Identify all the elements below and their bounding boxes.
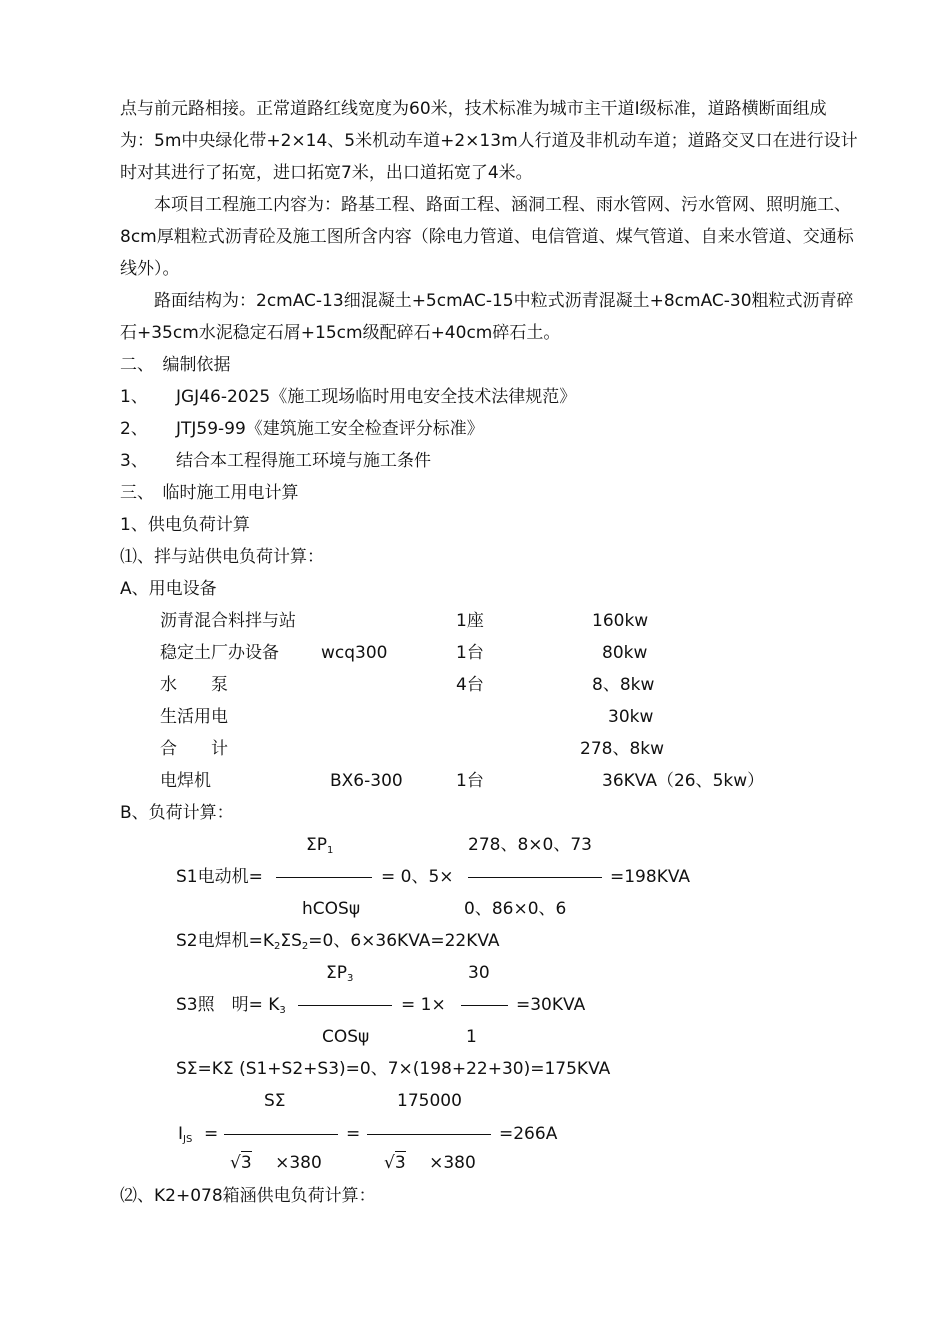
- ijs-fraction-bar-2: [367, 1134, 491, 1135]
- s3-numerator-right: 30: [468, 963, 490, 983]
- ijs-fraction-bar-1: [224, 1134, 338, 1135]
- ijs-equals-2: =: [346, 1124, 361, 1144]
- s1-denominator-right: 0、86×0、6: [464, 899, 567, 919]
- s1-fraction-bar-2: [468, 877, 602, 878]
- box-culvert-heading: ⑵、K2+078箱涵供电负荷计算：: [120, 1186, 376, 1206]
- s3-denominator-right: 1: [466, 1027, 477, 1047]
- load-calc-subheading: B、负荷计算：: [120, 803, 234, 823]
- ijs-equals-1: =: [204, 1124, 219, 1144]
- sqrt-value: 3: [394, 1153, 406, 1173]
- s3-fraction-bar-2: [461, 1005, 508, 1006]
- s1-denominator-left: hCOSψ: [302, 899, 361, 919]
- ijs-label: $I_{JS}$: [178, 1124, 193, 1145]
- intro-paragraph-3: 路面结构为：2cmAC-13细混凝土+5cmAC-15中粒式沥青混凝土+8cmAC-30粗粒式沥青碎石+35cm水泥稳定石屑+15cm级配碎石+40cm碎石土。: [120, 291, 854, 343]
- basis-item-1-number: 1、: [120, 387, 148, 407]
- intro-paragraph-1: 点与前元路相接。正常道路红线宽度为60米，技术标准为城市主干道Ⅰ级标准，道路横断面组成为：5m中央绿化带+2×14、5米机动车道+2×13m人行道及非机动车道；道路交叉口在进行设计时对其进行了拓宽，进口拓宽7米，出口道拓宽了4米。: [120, 99, 858, 183]
- intro-paragraph-2: 本项目工程施工内容为：路基工程、路面工程、涵洞工程、雨水管网、污水管网、照明施工、8cm厚粗粒式沥青砼及施工图所含内容（除电力管道、电信管道、煤气管道、自来水管道、交通标线外）。: [120, 195, 854, 279]
- section-3-heading: 三、 临时施工用电计算: [120, 483, 299, 503]
- equipment-name: 稳定土厂办设备: [160, 643, 279, 663]
- s1-fraction-bar-1: [276, 877, 372, 878]
- s3-multiplier: = 1×: [401, 995, 446, 1015]
- basis-item-3-number: 3、: [120, 451, 148, 471]
- s1-numerator-left: $\Sigma P_1$: [306, 835, 334, 856]
- s3-label: S3照 明= $K_3$: [176, 995, 286, 1016]
- equipment-total-power: 278、8kw: [580, 739, 665, 759]
- s1-label: S1电动机=: [176, 867, 263, 887]
- basis-item-2-number: 2、: [120, 419, 148, 439]
- equipment-model: wcq300: [321, 643, 388, 663]
- equipment-name: 生活用电: [160, 707, 228, 727]
- equipment-heading: A、用电设备: [120, 579, 217, 599]
- s1-result: =198KVA: [610, 867, 691, 887]
- equipment-name: 电焊机: [160, 771, 211, 791]
- mixing-station-heading: ⑴、拌与站供电负荷计算：: [120, 547, 324, 567]
- sqrt-icon: √: [384, 1153, 395, 1173]
- s3-numerator-left: $\Sigma P_3$: [326, 963, 354, 984]
- denominator-tail: ×380: [275, 1153, 322, 1173]
- basis-item-2-text: JTJ59-99《建筑施工安全检查评分标准》: [176, 419, 484, 439]
- denominator-tail: ×380: [429, 1153, 476, 1173]
- s1-multiplier: = 0、5×: [381, 867, 454, 887]
- ijs-numerator-left: SΣ: [264, 1091, 286, 1111]
- s2-formula: S2电焊机$=K_2\Sigma S_2=0$、6×36KVA=22KVA: [176, 931, 500, 952]
- basis-item-3-text: 结合本工程得施工环境与施工条件: [176, 451, 431, 471]
- basis-item-1-text: JGJ46-2025《施工现场临时用电安全技术法律规范》: [176, 387, 577, 407]
- equipment-qty: 1台: [456, 771, 484, 791]
- ssum-formula: SΣ=KΣ (S1+S2+S3)=0、7×(198+22+30)=175KVA: [176, 1059, 611, 1079]
- equipment-qty: 1台: [456, 643, 484, 663]
- ijs-result: =266A: [499, 1124, 558, 1144]
- s1-numerator-right: 278、8×0、73: [468, 835, 592, 855]
- equipment-power: 30kw: [608, 707, 654, 727]
- s3-fraction-bar-1: [298, 1005, 392, 1006]
- equipment-power: 160kw: [592, 611, 649, 631]
- ijs-denominator-right: [384, 1153, 476, 1173]
- equipment-power: 80kw: [602, 643, 648, 663]
- sqrt-value: 3: [240, 1153, 252, 1173]
- load-calc-heading: 1、供电负荷计算: [120, 515, 250, 535]
- equipment-name: 水 泵: [160, 675, 228, 695]
- equipment-qty: 1座: [456, 611, 484, 631]
- equipment-total-label: 合 计: [160, 739, 228, 759]
- equipment-power: 36KVA（26、5kw）: [602, 771, 765, 791]
- s3-denominator-left: COSψ: [322, 1027, 370, 1047]
- equipment-model: BX6-300: [330, 771, 403, 791]
- equipment-name: 沥青混合料拌与站: [160, 611, 296, 631]
- ijs-denominator-left: [230, 1153, 322, 1173]
- equipment-qty: 4台: [456, 675, 484, 695]
- ijs-numerator-right: 175000: [397, 1091, 462, 1111]
- sqrt-icon: √: [230, 1153, 241, 1173]
- equipment-power: 8、8kw: [592, 675, 655, 695]
- section-2-heading: 二、 编制依据: [120, 355, 231, 375]
- s3-result: =30KVA: [516, 995, 586, 1015]
